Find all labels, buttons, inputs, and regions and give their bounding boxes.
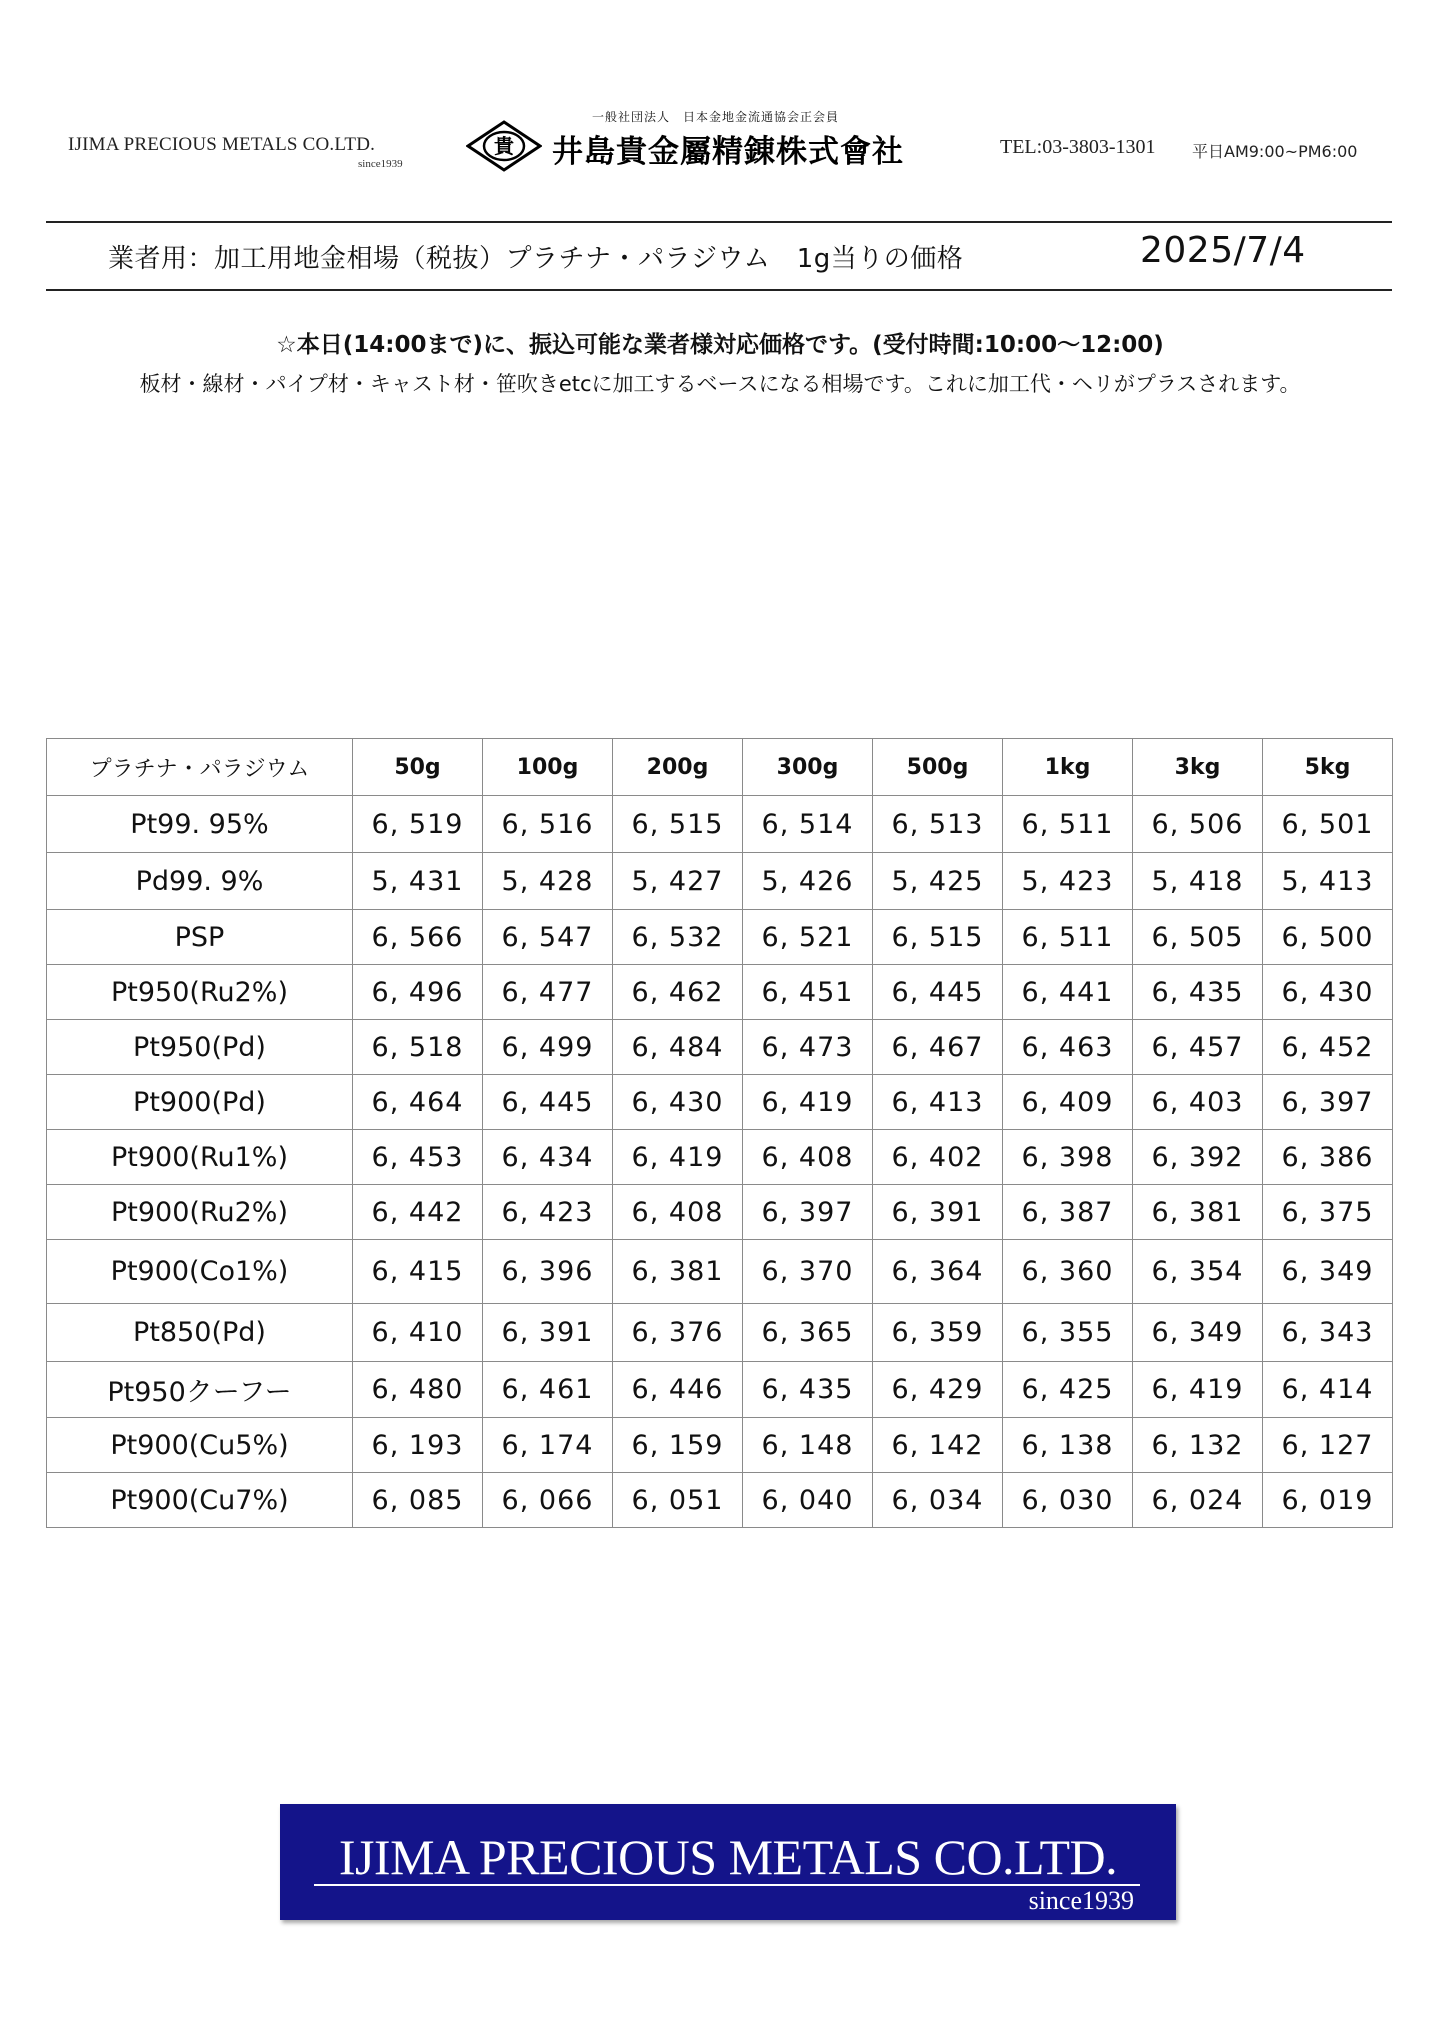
svg-text:貴: 貴 (494, 134, 514, 158)
price-cell: 6, 142 (873, 1418, 1003, 1473)
price-cell: 6, 040 (743, 1473, 873, 1528)
price-cell: 6, 462 (613, 965, 743, 1020)
table-row (47, 853, 1393, 910)
price-cell: 6, 547 (483, 910, 613, 965)
price-cell: 6, 397 (1263, 1075, 1393, 1130)
price-cell: 6, 513 (873, 796, 1003, 853)
price-cell: 6, 391 (873, 1185, 1003, 1240)
association-membership: 一般社団法人 日本金地金流通協会正会員 (592, 110, 840, 124)
price-cell: 6, 414 (1263, 1362, 1393, 1418)
price-cell: 5, 418 (1133, 853, 1263, 910)
price-cell: 6, 446 (613, 1362, 743, 1418)
price-cell: 6, 500 (1263, 910, 1393, 965)
price-cell: 6, 360 (1003, 1240, 1133, 1304)
table-row (47, 796, 1393, 853)
table-row (47, 1418, 1393, 1473)
company-emblem-icon (466, 120, 542, 172)
price-cell: 6, 419 (743, 1075, 873, 1130)
price-cell: 6, 501 (1263, 796, 1393, 853)
grade-cell: Pt900(Pd) (47, 1075, 353, 1130)
price-cell: 6, 506 (1133, 796, 1263, 853)
header-weight: 5kg (1263, 739, 1393, 796)
price-cell: 5, 423 (1003, 853, 1133, 910)
title-bottom-rule (46, 289, 1392, 291)
grade-cell: Pt900(Co1%) (47, 1240, 353, 1304)
price-cell: 6, 511 (1003, 796, 1133, 853)
banner-since: since1939 (1028, 1886, 1134, 1915)
price-cell: 6, 430 (1263, 965, 1393, 1020)
table-row (47, 1473, 1393, 1528)
grade-cell: Pt950(Ru2%) (47, 965, 353, 1020)
price-cell: 6, 408 (613, 1185, 743, 1240)
price-cell: 6, 343 (1263, 1304, 1393, 1362)
price-cell: 6, 030 (1003, 1473, 1133, 1528)
price-cell: 5, 427 (613, 853, 743, 910)
price-cell: 6, 445 (873, 965, 1003, 1020)
price-cell: 6, 413 (873, 1075, 1003, 1130)
price-cell: 6, 441 (1003, 965, 1133, 1020)
price-cell: 6, 464 (353, 1075, 483, 1130)
price-cell: 5, 413 (1263, 853, 1393, 910)
banner-company-name: IJIMA PRECIOUS METALS CO.LTD. (338, 1829, 1118, 1885)
price-cell: 6, 359 (873, 1304, 1003, 1362)
header-weight: 100g (483, 739, 613, 796)
price-cell: 6, 019 (1263, 1473, 1393, 1528)
price-cell: 6, 349 (1263, 1240, 1393, 1304)
price-cell: 6, 452 (1263, 1020, 1393, 1075)
table-header-row (47, 739, 1393, 796)
price-cell: 6, 391 (483, 1304, 613, 1362)
price-cell: 6, 132 (1133, 1418, 1263, 1473)
price-cell: 6, 484 (613, 1020, 743, 1075)
price-cell: 6, 381 (613, 1240, 743, 1304)
header-weight: 1kg (1003, 739, 1133, 796)
grade-cell: Pt99. 95% (47, 796, 353, 853)
price-cell: 6, 375 (1263, 1185, 1393, 1240)
grade-cell: Pt900(Cu5%) (47, 1418, 353, 1473)
price-cell: 6, 518 (353, 1020, 483, 1075)
price-cell: 6, 376 (613, 1304, 743, 1362)
price-cell: 6, 473 (743, 1020, 873, 1075)
business-hours: 平日AM9:00~PM6:00 (1192, 142, 1358, 161)
price-cell: 6, 051 (613, 1473, 743, 1528)
header-weight: 200g (613, 739, 743, 796)
company-name-jp: 井島貴金屬精錬株式會社 (552, 134, 904, 170)
price-cell: 6, 066 (483, 1473, 613, 1528)
price-cell: 6, 364 (873, 1240, 1003, 1304)
price-cell: 6, 566 (353, 910, 483, 965)
header-weight: 3kg (1133, 739, 1263, 796)
price-cell: 6, 392 (1133, 1130, 1263, 1185)
price-cell: 6, 354 (1133, 1240, 1263, 1304)
price-cell: 6, 138 (1003, 1418, 1133, 1473)
price-cell: 6, 477 (483, 965, 613, 1020)
price-cell: 6, 397 (743, 1185, 873, 1240)
price-cell: 6, 445 (483, 1075, 613, 1130)
notice-line-2: 板材・線材・パイプ材・キャスト材・笹吹きetcに加工するベースになる相場です。これに加工代・ヘリがプラスされます。 (139, 372, 1301, 396)
grade-cell: Pt900(Ru2%) (47, 1185, 353, 1240)
price-cell: 6, 148 (743, 1418, 873, 1473)
price-cell: 6, 024 (1133, 1473, 1263, 1528)
price-cell: 6, 408 (743, 1130, 873, 1185)
grade-cell: Pt900(Cu7%) (47, 1473, 353, 1528)
price-cell: 6, 434 (483, 1130, 613, 1185)
price-cell: 6, 410 (353, 1304, 483, 1362)
price-cell: 6, 085 (353, 1473, 483, 1528)
price-cell: 6, 514 (743, 796, 873, 853)
price-cell: 6, 174 (483, 1418, 613, 1473)
price-cell: 6, 435 (743, 1362, 873, 1418)
price-cell: 6, 516 (483, 796, 613, 853)
header-weight: 300g (743, 739, 873, 796)
price-cell: 6, 355 (1003, 1304, 1133, 1362)
price-cell: 6, 409 (1003, 1075, 1133, 1130)
price-cell: 6, 370 (743, 1240, 873, 1304)
price-table (46, 738, 1393, 1528)
price-cell: 6, 419 (613, 1130, 743, 1185)
title-top-rule (46, 221, 1392, 223)
price-cell: 6, 453 (353, 1130, 483, 1185)
page-title: 業者用：加工用地金相場（税抜）プラチナ・パラジウム 1g当りの価格 (108, 244, 964, 274)
grade-cell: Pt950(Pd) (47, 1020, 353, 1075)
price-cell: 6, 159 (613, 1418, 743, 1473)
banner-underline (314, 1884, 1140, 1886)
price-cell: 6, 532 (613, 910, 743, 965)
price-cell: 6, 419 (1133, 1362, 1263, 1418)
price-cell: 5, 428 (483, 853, 613, 910)
price-date: 2025/7/4 (1140, 230, 1306, 271)
price-cell: 5, 426 (743, 853, 873, 910)
grade-cell: Pt850(Pd) (47, 1304, 353, 1362)
table-row (47, 1304, 1393, 1362)
company-name-en: IJIMA PRECIOUS METALS CO.LTD. (68, 134, 376, 155)
price-cell: 6, 435 (1133, 965, 1263, 1020)
price-cell: 6, 515 (613, 796, 743, 853)
price-cell: 6, 386 (1263, 1130, 1393, 1185)
price-cell: 6, 461 (483, 1362, 613, 1418)
price-cell: 6, 505 (1133, 910, 1263, 965)
price-cell: 6, 403 (1133, 1075, 1263, 1130)
price-cell: 5, 425 (873, 853, 1003, 910)
grade-cell: PSP (47, 910, 353, 965)
header-weight: 50g (353, 739, 483, 796)
price-cell: 6, 430 (613, 1075, 743, 1130)
price-cell: 6, 387 (1003, 1185, 1133, 1240)
price-cell: 6, 519 (353, 796, 483, 853)
price-cell: 6, 423 (483, 1185, 613, 1240)
table-row (47, 1185, 1393, 1240)
header-weight: 500g (873, 739, 1003, 796)
price-cell: 6, 496 (353, 965, 483, 1020)
table-row (47, 910, 1393, 965)
price-cell: 6, 499 (483, 1020, 613, 1075)
table-row (47, 1240, 1393, 1304)
price-cell: 6, 349 (1133, 1304, 1263, 1362)
price-cell: 6, 451 (743, 965, 873, 1020)
price-cell: 6, 467 (873, 1020, 1003, 1075)
price-cell: 6, 381 (1133, 1185, 1263, 1240)
table-row (47, 1362, 1393, 1418)
price-cell: 5, 431 (353, 853, 483, 910)
price-cell: 6, 425 (1003, 1362, 1133, 1418)
price-cell: 6, 511 (1003, 910, 1133, 965)
grade-cell: Pd99. 9% (47, 853, 353, 910)
table-row (47, 1020, 1393, 1075)
table-row (47, 1075, 1393, 1130)
price-cell: 6, 127 (1263, 1418, 1393, 1473)
price-cell: 6, 365 (743, 1304, 873, 1362)
price-cell: 6, 034 (873, 1473, 1003, 1528)
grade-cell: Pt950クーフー (47, 1362, 353, 1418)
price-cell: 6, 480 (353, 1362, 483, 1418)
table-row (47, 1130, 1393, 1185)
since-label: since1939 (358, 158, 403, 170)
price-cell: 6, 521 (743, 910, 873, 965)
price-cell: 6, 398 (1003, 1130, 1133, 1185)
header-grade: プラチナ・パラジウム (47, 739, 353, 796)
table-row (47, 965, 1393, 1020)
price-cell: 6, 402 (873, 1130, 1003, 1185)
price-cell: 6, 396 (483, 1240, 613, 1304)
price-cell: 6, 415 (353, 1240, 483, 1304)
grade-cell: Pt900(Ru1%) (47, 1130, 353, 1185)
telephone: TEL:03-3803-1301 (1000, 136, 1156, 158)
price-cell: 6, 429 (873, 1362, 1003, 1418)
price-cell: 6, 457 (1133, 1020, 1263, 1075)
price-cell: 6, 442 (353, 1185, 483, 1240)
footer-banner (280, 1804, 1176, 1920)
price-cell: 6, 193 (353, 1418, 483, 1473)
notice-line-1: ☆本日(14:00まで)に、振込可能な業者様対応価格です。(受付時間:10:00〜12:00) (276, 332, 1164, 358)
price-cell: 6, 463 (1003, 1020, 1133, 1075)
price-cell: 6, 515 (873, 910, 1003, 965)
